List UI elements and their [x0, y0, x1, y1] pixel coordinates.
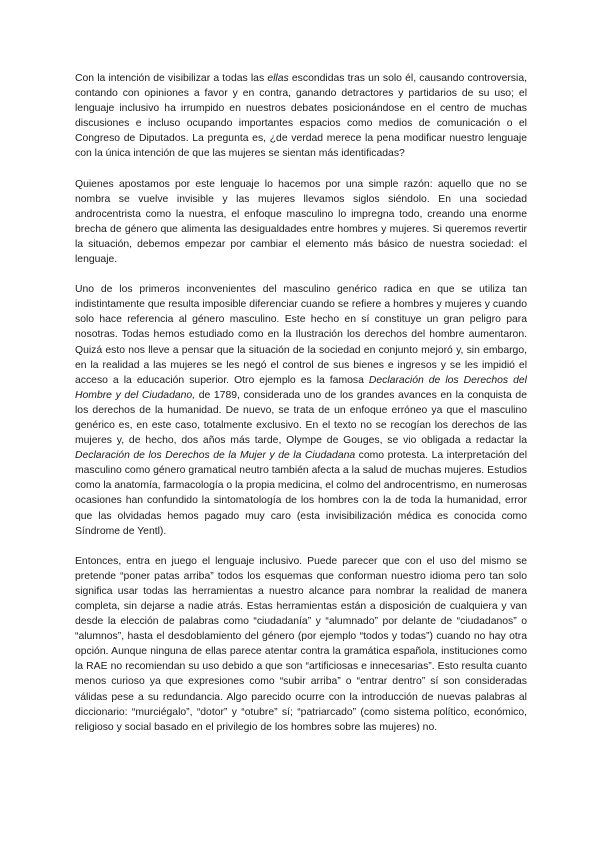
text-segment: Uno de los primeros inconvenientes del masculino genérico radica en que se utiliza tan indistintamente que resulta imposible diferenciar cuando se refiere a hombres y mujeres y cuando solo hace referencia al género masculino. Este hecho en sí constituye un gran peligro para nosotras. Todas hemos estudiado como en la Ilustración los derechos del hombre aumentaron. Quizá esto nos lleve a pensar que la situación de la sociedad en conjunto mejoró y, sin embargo, en la realidad a las mujeres se les negó el control de sus bienes e ingresos y se les impidió el acceso a la educación superior. Otro ejemplo es la famosa [75, 284, 527, 386]
text-segment: como protesta. La interpretación del masculino como género gramatical neutro también afecta a la salud de muchas mujeres. Estudios como la anatomía, farmacología o la propia medicina, el colmo del androcentrismo, en numerosas ocasiones han confundido la sintomatología de los hombres con la de toda la humanidad, error que las olvidadas hemos pagado muy caro (esta invisibilización médica es conocida como Síndrome de Yentl). [75, 450, 527, 537]
paragraph-intro [75, 71, 527, 162]
paragraph-inclusive-language [75, 554, 527, 735]
text-segment: escondidas tras un solo él, causando controversia, contando con opiniones a favor y en contra, ganando detractores y partidarios de su uso; el lenguaje inclusivo ha irrumpido en nuestros debates posicionándose en el centro de muchas discusiones e incluso ocupando importantes espacios como medios de comunicación o el Congreso de Diputados. La pregunta es, ¿de verdad merece la pena modificar nuestro lenguaje con la única intención de que las mujeres se sientan más identificadas? [75, 73, 527, 160]
text-segment: de 1789, considerada uno de los grandes avances en la conquista de los derechos de la humanidad. De nuevo, se trata de un enfoque erróneo ya que el masculino genérico es, en este caso, totalmente exclusivo. En el texto no se recogían los derechos de las mujeres y, de hecho, dos años más tarde, Olympe de Gouges, se vio obligada a redactar la [75, 389, 527, 447]
text-segment: Quienes apostamos por este lenguaje lo hacemos por una simple razón: aquello que no se nombra se vuelve invisible y las mujeres llevamos siglos siéndolo. En una sociedad androcentrista como la nuestra, el enfoque masculino lo impregna todo, creando una enorme brecha de género que alimenta las desigualdades entre hombres y mujeres. Si queremos revertir la situación, debemos empezar por cambiar el elemento más básico de nuestra sociedad: el lenguaje. [75, 178, 527, 266]
paragraph-masculine-generic [75, 282, 527, 539]
text-segment: Entonces, entra en juego el lenguaje inclusivo. Puede parecer que con el uso del mismo se pretende “poner patas arriba” todos los esquemas que conforman nuestro idioma pero tan solo significa usar todas las herramientas a nuestro alcance para nombrar la realidad de manera completa, sin dejarse a nadie atrás. Estas herramientas están a disposición de cualquiera y van desde la elección de palabras como “ciudadanía” y “alumnado” por delante de “ciudadanos” o “alumnos”, hasta el desdoblamiento del género (por ejemplo “todos y todas”) cuando no hay otra opción. Aunque ninguna de ellas parece atentar contra la gramática española, instituciones como la RAE no recomiendan su uso debido a que son “artificiosas e innecesarias”. Esto resulta cuanto menos curioso ya que expresiones como “subir arriba” o “entrar dentro” sí son consideradas válidas pese a su redundancia. Algo parecido ocurre con la introducción de nuevas palabras al diccionario: “murciégalo”, “dotor” y “otubre” sí; “patriarcado” (como sistema político, económico, religioso y social basado en el privilegio de los hombres sobre las mujeres) no. [75, 555, 527, 733]
text-segment-italic: Declaración de los Derechos de la Mujer y de la Ciudadana [75, 450, 356, 462]
text-segment-italic: Declaración de los Derechos del Hombre y del Ciudadano, [75, 374, 527, 401]
document-page [75, 71, 527, 750]
paragraph-argument [75, 177, 527, 268]
text-segment-italic: ellas [267, 73, 289, 84]
text-segment: Con la intención de visibilizar a todas las [75, 73, 268, 84]
